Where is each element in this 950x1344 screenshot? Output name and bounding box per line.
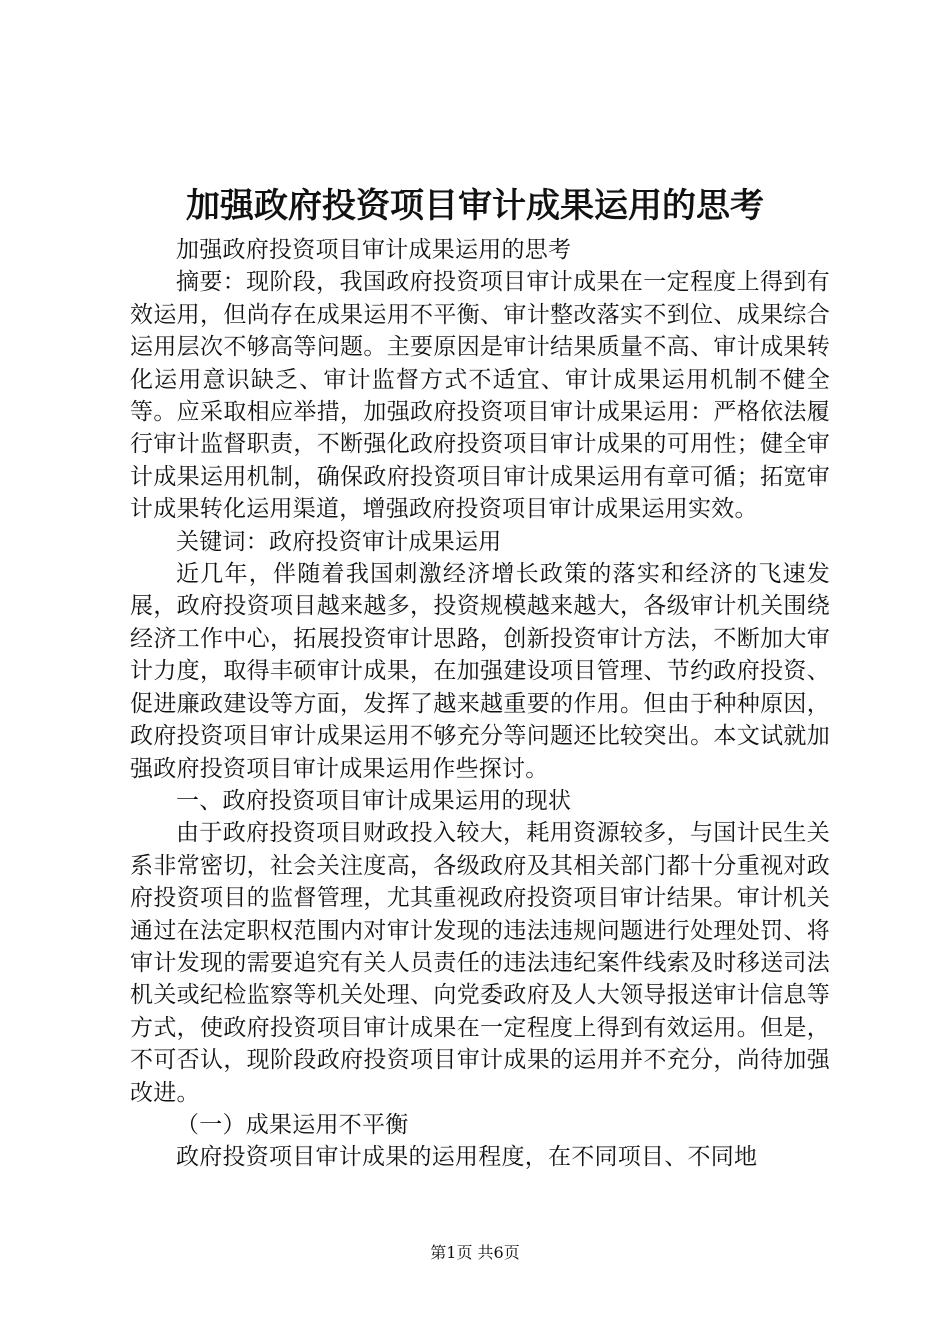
keywords-paragraph: 关键词：政府投资审计成果运用 <box>176 528 502 555</box>
document-body <box>130 234 830 1174</box>
subtitle-paragraph: 加强政府投资项目审计成果运用的思考 <box>176 237 572 263</box>
body-paragraph: 由于政府投资项目财政投入较大，耗用资源较多，与国计民生关系非常密切，社会关注度高，各级政府及其相关部门都十分重视对政府投资项目的监督管理，尤其重视政府投资项目审计结果。审计机关通过在法定职权范围内对审计发现的违法违规问题进行处理处罚、将审计发现的需要追究有关人员责任的违法违纪案件线索及时移送司法机关或纪检监察等机关处理、向党委政府及人大领导报送审计信息等方式，使政府投资项目审计成果在一定程度上得到有效运用。但是，不可否认，现阶段政府投资项目审计成果的运用并不充分，尚待加强改进。 <box>130 820 830 1106</box>
subsection-heading: （一）成果运用不平衡 <box>176 1111 409 1138</box>
page-title: 加强政府投资项目审计成果运用的思考 <box>186 186 764 226</box>
intro-paragraph: 近几年，伴随着我国刺激经济增长政策的落实和经济的飞速发展，政府投资项目越来越多，投资规模越来越大，各级审计机关围绕经济工作中心，拓展投资审计思路，创新投资审计方法，不断加大审计力度，取得丰硕审计成果，在加强建设项目管理、节约政府投资、促进廉政建设等方面，发挥了越来越重要的作用。但由于种种原因，政府投资项目审计成果运用不够充分等问题还比较突出。本文试就加强政府投资项目审计成果运用作些探讨。 <box>130 561 830 782</box>
body-paragraph: 政府投资项目审计成果的运用程度，在不同项目、不同地 <box>176 1144 758 1171</box>
section-heading: 一、政府投资项目审计成果运用的现状 <box>176 787 572 814</box>
abstract-paragraph: 摘要：现阶段，我国政府投资项目审计成果在一定程度上得到有效运用，但尚存在成果运用不平衡、审计整改落实不到位、成果综合运用层次不够高等问题。主要原因是审计结果质量不高、审计成果转化运用意识缺乏、审计监督方式不适宜、审计成果运用机制不健全等。应采取相应举措，加强政府投资项目审计成果运用：严格依法履行审计监督职责，不断强化政府投资项目审计成果的可用性；健全审计成果运用机制，确保政府投资项目审计成果运用有章可循；拓宽审计成果转化运用渠道，增强政府投资项目审计成果运用实效。 <box>130 269 830 523</box>
page-number-footer: 第1页 共6页 <box>430 1243 520 1262</box>
